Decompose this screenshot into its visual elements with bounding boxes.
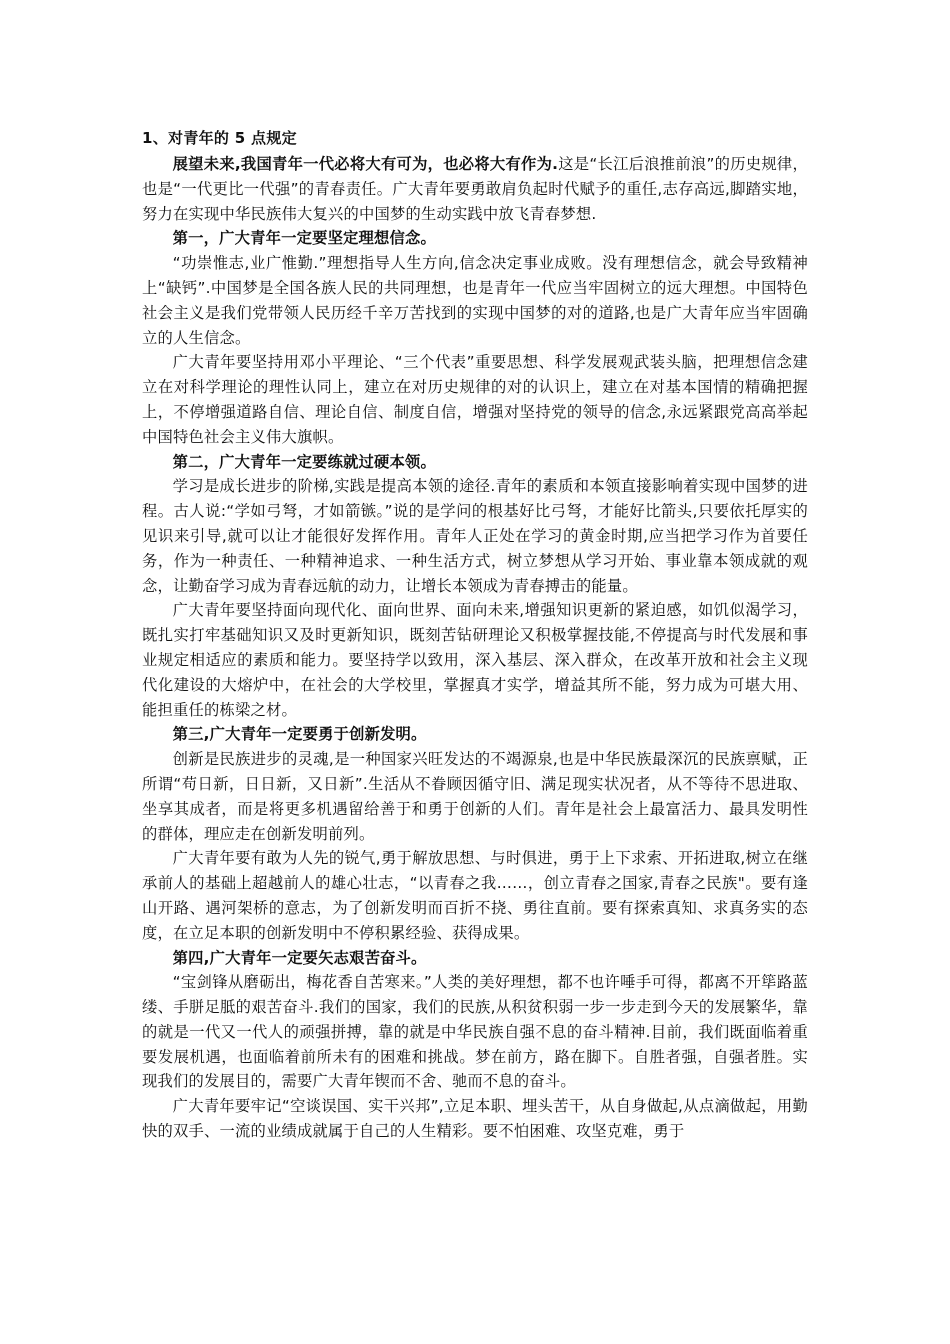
section-heading-1: 第一，广大青年一定要坚定理想信念。	[172, 229, 437, 248]
section-heading-2: 第二，广大青年一定要练就过硬本领。	[172, 452, 437, 471]
paragraph-2a: 学习是成长进步的阶梯,实践是提高本领的途径.青年的素质和本领直接影响着实现中国梦的进程。古人说:“学如弓弩，才如箭镞。”说的是学问的根基好比弓弩，才能好比箭头,只要依托厚实的见识来引导,就可以让才能很好发挥作用。青年人正处在学习的黄金时期,应当把学习作为首要任务，作为一种责任、一种精神追求、一种生活方式，树立梦想从学习开始、事业靠本领成就的观念，让勤奋学习成为青春远航的动力，让增长本领成为青春搏击的能量。	[142, 477, 808, 595]
paragraph-4b: 广大青年要牢记“空谈误国、实干兴邦”,立足本职、埋头苦干，从自身做起,从点滴做起，用勤快的双手、一流的业绩成就属于自己的人生精彩。要不怕困难、攻坚克难，勇于	[142, 1097, 808, 1141]
intro-paragraph	[142, 152, 808, 226]
paragraph-1b: 广大青年要坚持用邓小平理论、“三个代表”重要思想、科学发展观武装头脑，把理想信念建立在对科学理论的理性认同上，建立在对历史规律的对的认识上，建立在对基本国情的精确把握上，不停增强道路自信、理论自信、制度自信，增强对坚持党的领导的信念,永远紧跟党高高举起中国特色社会主义伟大旗帜。	[142, 353, 808, 446]
paragraph-4a: “宝剑锋从磨砺出，梅花香自苦寒来。”人类的美好理想，都不也许唾手可得，都离不开筚路蓝缕、手胼足胝的艰苦奋斗.我们的国家，我们的民族,从积贫积弱一步一步走到今天的发展繁华，靠的就是一代又一代人的顽强拼搏，靠的就是中华民族自强不息的奋斗精神.目前，我们既面临着重要发展机遇，也面临着前所未有的困难和挑战。梦在前方，路在脚下。自胜者强，自强者胜。实现我们的发展目的，需要广大青年锲而不舍、驰而不息的奋斗。	[142, 973, 808, 1091]
section-heading-3: 第三,广大青年一定要勇于创新发明。	[172, 725, 427, 744]
intro-bold-sentence: 展望未来,我国青年一代必将大有可为，也必将大有作为.	[172, 155, 559, 173]
paragraph-1a: “功崇惟志,业广惟勤.”理想指导人生方向,信念决定事业成败。没有理想信念，就会导致精神上“缺钙”.中国梦是全国各族人民的共同理想，也是青年一代应当牢固树立的远大理想。中国特色社会主义是我们党带领人民历经千辛万苦找到的实现中国梦的对的道路,也是广大青年应当牢固确立的人生信念。	[142, 254, 808, 347]
document-title: 1、对青年的 5 点规定	[142, 129, 297, 147]
paragraph-2b: 广大青年要坚持面向现代化、面向世界、面向未来,增强知识更新的紧迫感，如饥似渴学习，既扎实打牢基础知识又及时更新知识，既刻苦钻研理论又积极掌握技能,不停提高与时代发展和事业规定相适应的素质和能力。要坚持学以致用，深入基层、深入群众，在改革开放和社会主义现代化建设的大熔炉中，在社会的大学校里，掌握真才实学，增益其所不能，努力成为可堪大用、能担重任的栋梁之材。	[142, 601, 808, 719]
section-heading-4: 第四,广大青年一定要矢志艰苦奋斗。	[172, 948, 427, 967]
intro-text: 这是“长江后浪推前浪”的历史规律，也是“一代更比一代强”的青春责任。广大青年要勇敢肩负起时代赋予的重任,志存高远,脚踏实地，努力在实现中华民族伟大复兴的中国梦的生动实践中放飞青春梦想.	[142, 155, 808, 223]
paragraph-3b: 广大青年要有敢为人先的锐气,勇于解放思想、与时俱进，勇于上下求索、开拓进取,树立在继承前人的基础上超越前人的雄心壮志，“以青春之我……，创立青春之国家,青春之民族"。要有逢山开路、遇河架桥的意志，为了创新发明而百折不挠、勇往直前。要有探索真知、求真务实的态度，在立足本职的创新发明中不停积累经验、获得成果。	[142, 849, 808, 942]
paragraph-3a: 创新是民族进步的灵魂,是一种国家兴旺发达的不竭源泉,也是中华民族最深沉的民族禀赋，正所谓“苟日新，日日新，又日新”.生活从不眷顾因循守旧、满足现实状况者，从不等待不思进取、坐享其成者，而是将更多机遇留给善于和勇于创新的人们。青年是社会上最富活力、最具发明性的群体，理应走在创新发明前列。	[142, 750, 808, 843]
